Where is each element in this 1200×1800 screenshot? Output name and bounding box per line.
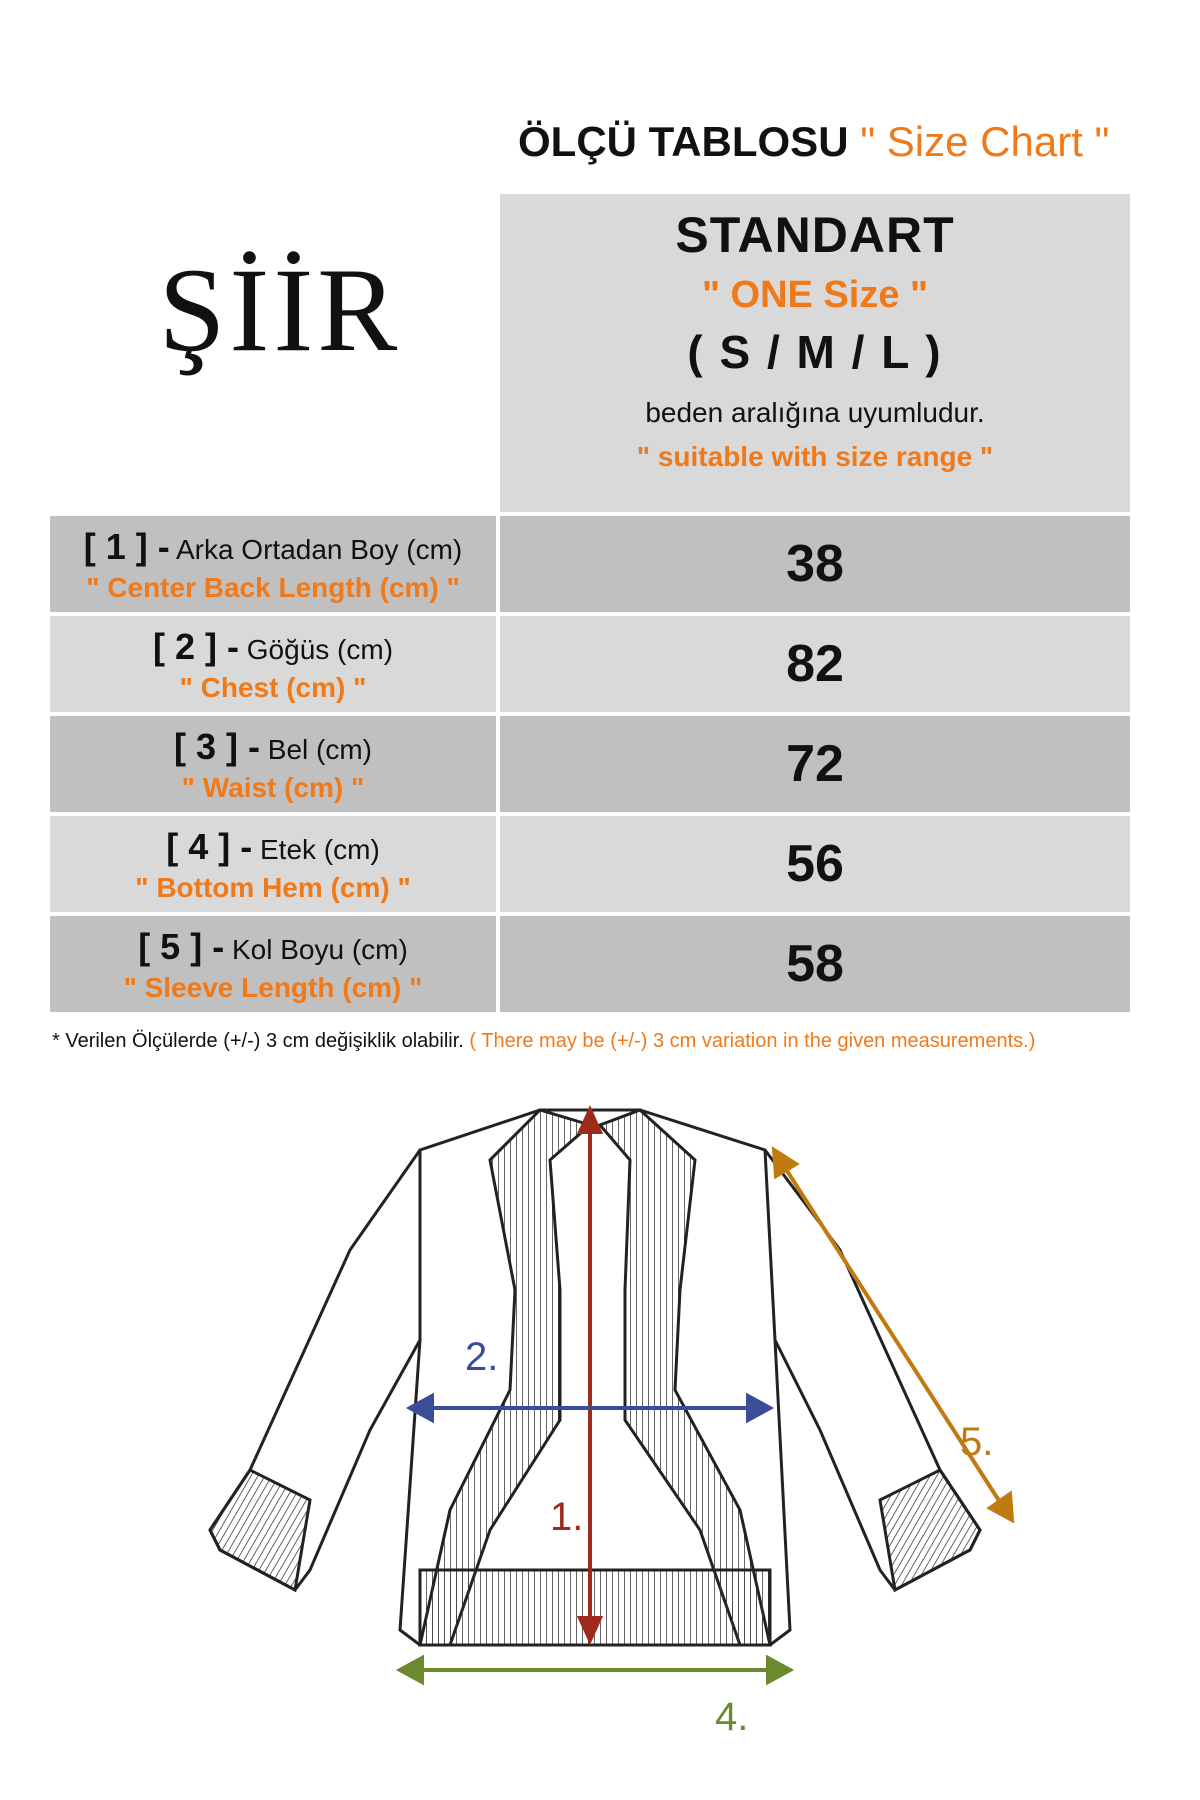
size-range: ( S / M / L ): [687, 326, 943, 378]
row-label-en: " Sleeve Length (cm) ": [123, 972, 423, 1003]
measurement-value: 58: [500, 916, 1130, 1012]
measurement-value: 82: [500, 616, 1130, 712]
note-en: ( There may be (+/-) 3 cm variation in the given measurements.): [469, 1030, 1036, 1052]
diagram-label: 1.: [550, 1495, 584, 1539]
row-label-en: " Chest (cm) ": [179, 672, 367, 703]
measurement-label-cell: [50, 616, 496, 712]
measurement-label-cell: [50, 816, 496, 912]
row-number: [ 1 ] -: [83, 526, 170, 567]
row-number: [ 5 ] -: [138, 926, 225, 967]
hem-arrow: [400, 1658, 790, 1682]
measurement-row: [50, 816, 1130, 912]
diagram-label: 4.: [715, 1695, 749, 1739]
standard-label: STANDART: [675, 207, 955, 263]
diagram-label: 5.: [960, 1420, 994, 1464]
size-header: [500, 194, 1130, 512]
title-tr: ÖLÇÜ TABLOSU: [518, 118, 849, 165]
row-label-en: " Center Back Length (cm) ": [86, 572, 460, 603]
measurement-value: 38: [500, 516, 1130, 612]
cardigan-outline: [210, 1110, 980, 1645]
row-label-en: " Waist (cm) ": [181, 772, 365, 803]
note-tr: * Verilen Ölçülerde (+/-) 3 cm değişiklik olabilir.: [52, 1030, 464, 1052]
row-label-tr: Etek (cm): [260, 834, 380, 865]
row-label-en: " Bottom Hem (cm) ": [135, 872, 411, 903]
size-chart-title: [518, 118, 1138, 166]
title-en: " Size Chart ": [860, 118, 1110, 165]
measurement-value: 72: [500, 716, 1130, 812]
measurement-row: [50, 516, 1130, 612]
measurement-row: [50, 616, 1130, 712]
row-number: [ 3 ] -: [173, 726, 260, 767]
row-label-tr: Bel (cm): [267, 734, 372, 765]
row-label-tr: Arka Ortadan Boy (cm): [175, 534, 463, 565]
row-label-tr: Göğüs (cm): [246, 634, 394, 665]
measurement-label-cell: [50, 516, 496, 612]
measurement-row: [50, 916, 1130, 1012]
row-number: [ 4 ] -: [166, 826, 253, 867]
measurement-label-cell: [50, 716, 496, 812]
measurement-label-cell: [50, 916, 496, 1012]
one-size-label: " ONE Size ": [701, 274, 929, 316]
measurement-row: [50, 716, 1130, 812]
variation-note: [52, 1030, 1035, 1053]
range-note-en: " suitable with size range ": [636, 441, 994, 472]
measurement-value: 56: [500, 816, 1130, 912]
row-label-tr: Kol Boyu (cm): [231, 934, 408, 965]
diagram-label: 2.: [465, 1335, 499, 1379]
cardigan-diagram: [120, 1090, 1080, 1750]
range-note-tr: beden aralığına uyumludur.: [645, 397, 985, 428]
row-number: [ 2 ] -: [152, 626, 239, 667]
brand-logo: ŞİİR: [158, 243, 402, 376]
